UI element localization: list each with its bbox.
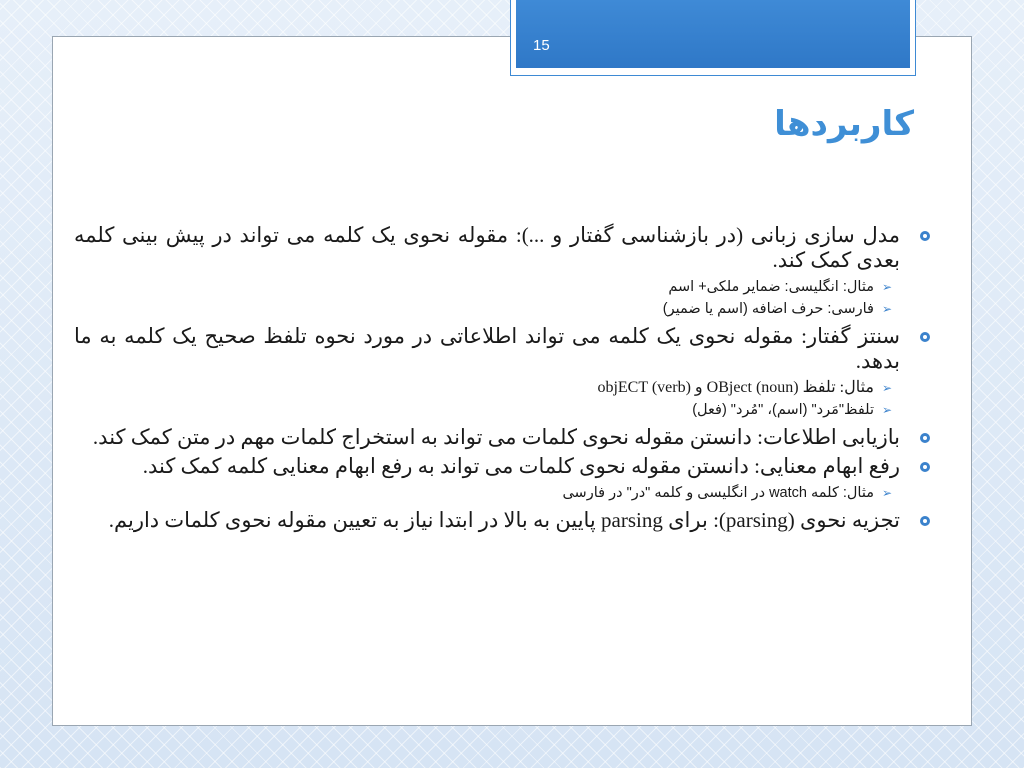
sub-bullet-text: مثال: کلمه watch در انگلیسی و کلمه "در" در فارسی — [562, 485, 874, 501]
bullet-speech-synthesis — [74, 324, 934, 374]
bullet-text: رفع ابهام معنایی: دانستن مقوله نحوی کلمات می تواند به رفع ابهام معنایی کلمه کمک کند. — [142, 454, 900, 478]
sub-bullet — [74, 482, 934, 504]
slide-title: کاربردها — [774, 104, 914, 144]
ring-bullet-icon — [920, 231, 930, 241]
arrow-bullet-icon: ➢ — [881, 403, 892, 417]
bullet-language-modeling — [74, 223, 934, 273]
arrow-bullet-icon: ➢ — [881, 486, 892, 500]
arrow-bullet-icon: ➢ — [881, 280, 892, 294]
bullet-text: بازیابی اطلاعات: دانستن مقوله نحوی کلمات می تواند به استخراج کلمات مهم در متن کمک کند. — [92, 425, 900, 449]
arrow-bullet-icon: ➢ — [881, 302, 892, 316]
ring-bullet-icon — [920, 462, 930, 472]
bullet-text: مدل سازی زبانی (در بازشناسی گفتار و ...): مقوله نحوی یک کلمه می تواند در پیش بینی کلمه بعدی کمک کند. — [74, 223, 900, 272]
sub-bullet — [74, 399, 934, 421]
sub-bullet — [74, 276, 934, 298]
bullet-word-sense-disambiguation — [74, 454, 934, 479]
sub-bullet-text: مثال: انگلیسی: ضمایر ملکی+ اسم — [668, 279, 874, 295]
ring-bullet-icon — [920, 332, 930, 342]
sub-bullet — [74, 377, 934, 399]
sub-bullet — [74, 298, 934, 320]
sub-list — [74, 276, 934, 320]
slide-number-tab — [516, 0, 910, 68]
bullet-text: سنتز گفتار: مقوله نحوی یک کلمه می تواند اطلاعاتی در مورد نحوه تلفظ صحیح یک کلمه به ما بدهد. — [74, 324, 900, 373]
sub-list — [74, 482, 934, 504]
bullet-information-retrieval — [74, 425, 934, 450]
sub-bullet-text: مثال: تلفظ OBject (noun) و objECT (verb) — [597, 379, 874, 396]
bullet-parsing — [74, 508, 934, 533]
sub-bullet-text: تلفظ"مَرد" (اسم)، "مُرد" (فعل) — [692, 402, 874, 418]
arrow-bullet-icon: ➢ — [881, 381, 892, 395]
bullet-text: تجزیه نحوی (parsing): برای parsing پایین به بالا در ابتدا نیاز به تعیین مقوله نحوی کلمات داریم. — [108, 508, 900, 532]
sub-list — [74, 377, 934, 421]
ring-bullet-icon — [920, 433, 930, 443]
ring-bullet-icon — [920, 516, 930, 526]
slide-number: 15 — [533, 37, 550, 54]
sub-bullet-text: فارسی: حرف اضافه (اسم یا ضمیر) — [662, 301, 874, 317]
slide-content — [74, 223, 934, 535]
